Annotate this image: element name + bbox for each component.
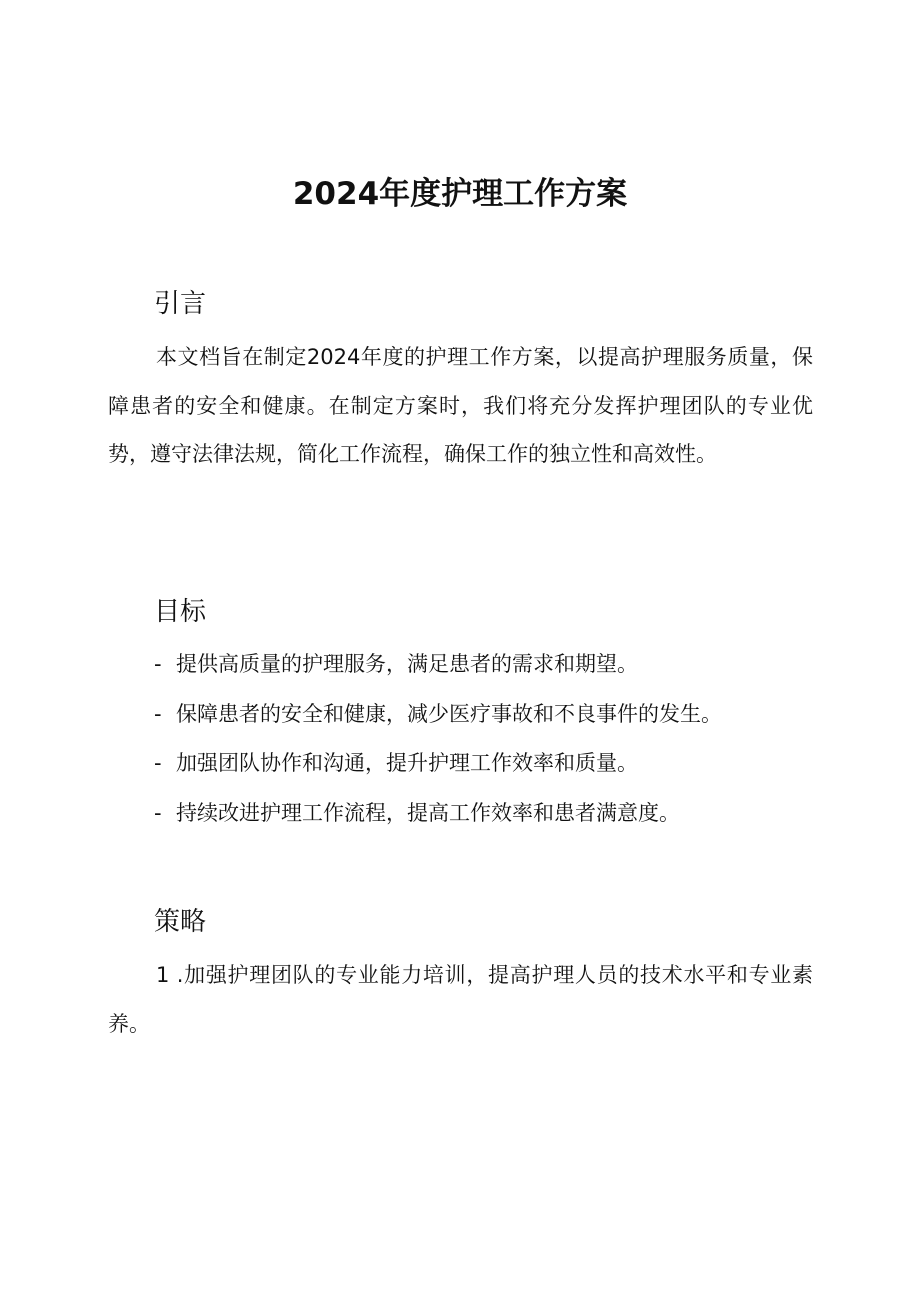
document-title: 2024年度护理工作方案 [292, 176, 628, 212]
goal-text: 持续改进护理工作流程，提高工作效率和患者满意度。 [176, 800, 680, 825]
bullet-dash: - [154, 751, 162, 775]
goal-text: 加强团队协作和沟通，提升护理工作效率和质量。 [176, 751, 638, 775]
section-heading-strategy: 策略 [154, 907, 207, 937]
goal-text: 提供高质量的护理服务，满足患者的需求和期望。 [176, 652, 638, 676]
list-item [154, 751, 834, 801]
strategy-item-1: 1 .加强护理团队的专业能力培训，提高护理人员的技术水平和专业素养。 [108, 963, 813, 1036]
bullet-dash: - [154, 652, 162, 676]
section-heading-goals: 目标 [154, 597, 207, 627]
bullet-dash: - [154, 800, 162, 825]
intro-paragraph: 本文档旨在制定2024年度的护理工作方案，以提高护理服务质量，保障患者的安全和健康。在制定方案时，我们将充分发挥护理团队的专业优势，遵守法律法规，简化工作流程，确保工作的独立性和高效性。 [108, 345, 813, 467]
list-item [154, 652, 834, 702]
list-item [154, 801, 834, 851]
goals-list [154, 652, 834, 850]
section-heading-intro: 引言 [154, 289, 207, 319]
list-item [154, 702, 834, 752]
bullet-dash: - [154, 701, 162, 726]
goal-text: 保障患者的安全和健康，减少医疗事故和不良事件的发生。 [176, 701, 722, 726]
